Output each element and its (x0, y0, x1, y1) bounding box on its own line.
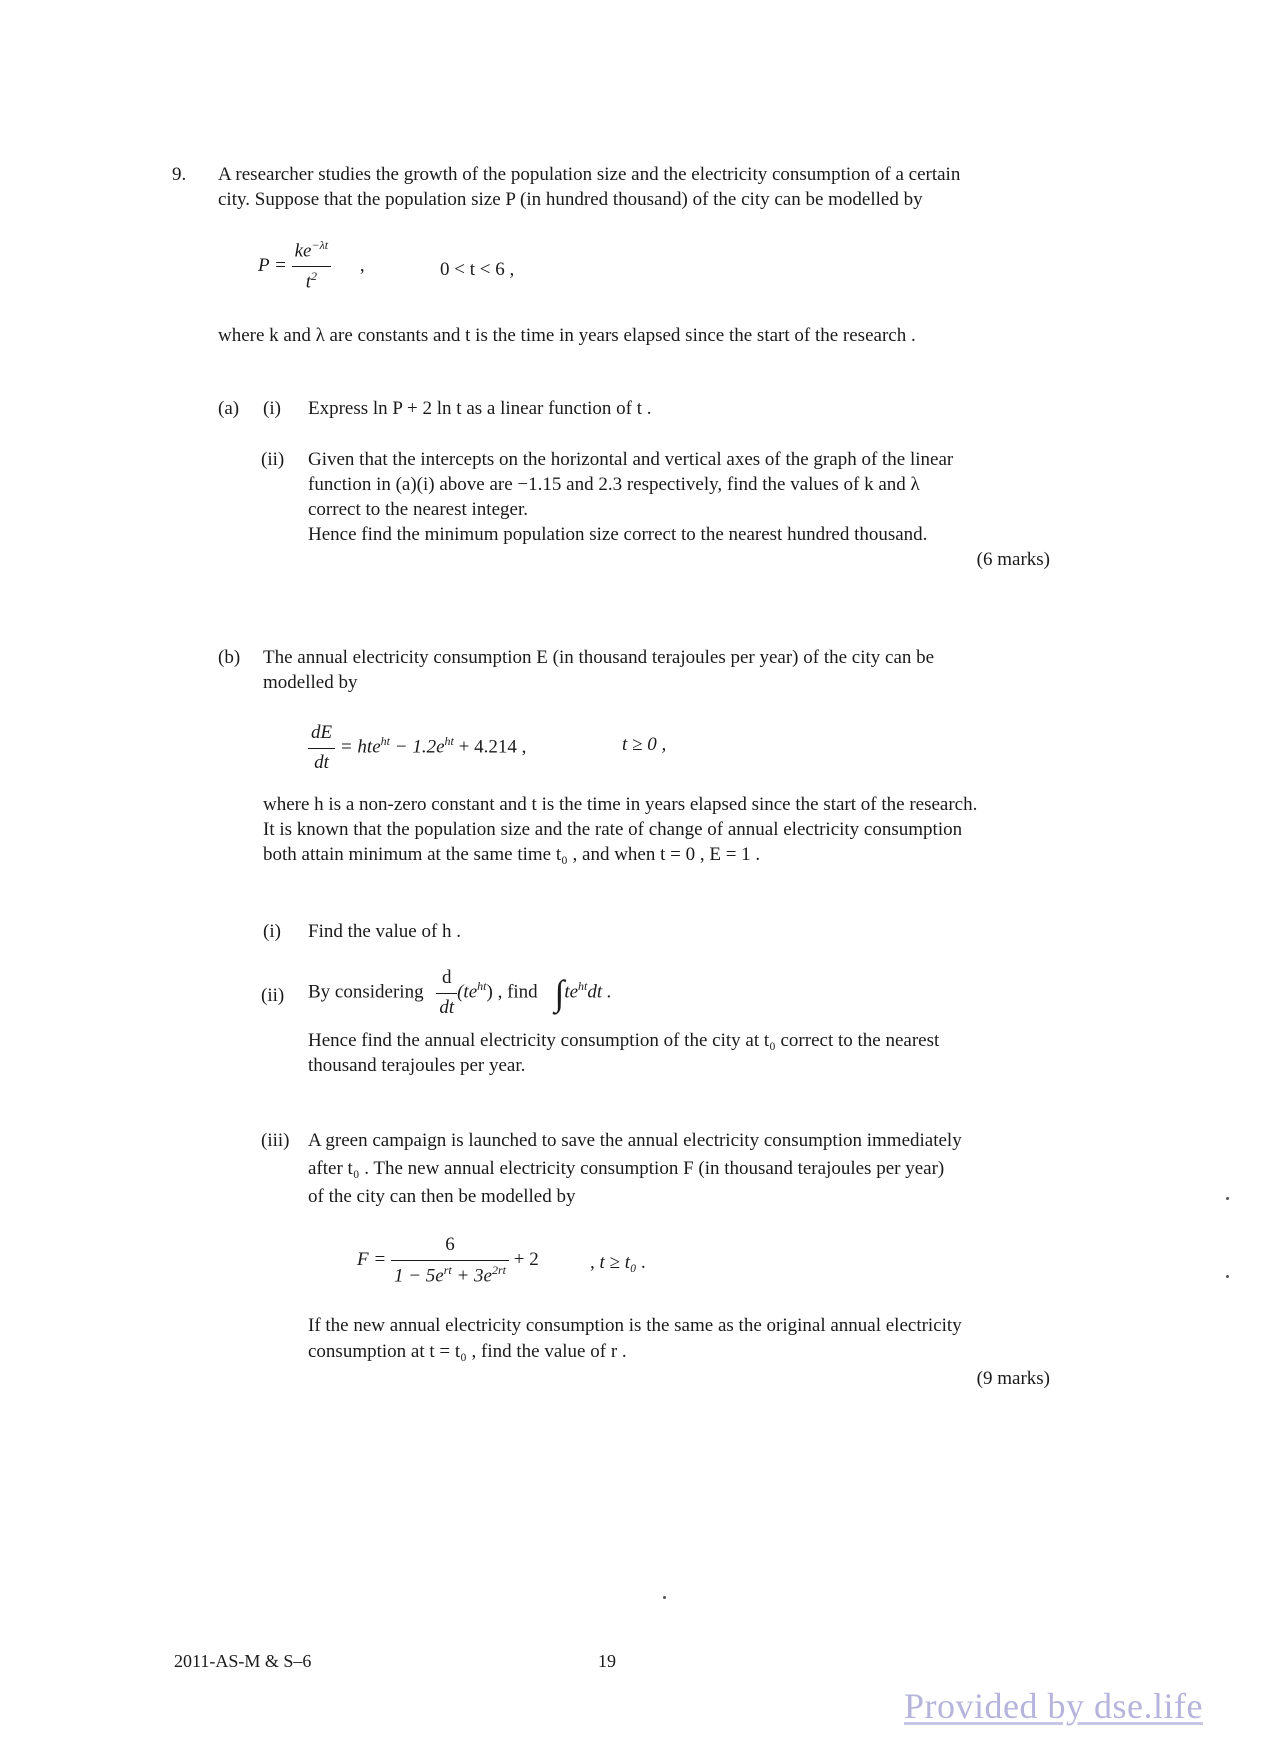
part-b-ii-paren-exp: ht (477, 979, 487, 994)
electricity-model-domain: t ≥ 0 , (622, 734, 667, 755)
part-b-i-text: Find the value of h . (308, 921, 462, 942)
part-b-ii-line-1: Hence find the annual electricity consumption of the city at t₀ correct to the nearest (308, 1030, 940, 1051)
integral-sign: ∫ (554, 972, 565, 1013)
new-consumption-tail: + 2 (513, 1249, 539, 1271)
population-model-fraction (292, 238, 332, 295)
question-number: 9. (172, 164, 187, 185)
new-consumption-den-2: + 3e (451, 1265, 492, 1287)
population-model-numerator-exponent: −λt (311, 238, 329, 252)
part-a-ii-label: (ii) (261, 449, 285, 470)
part-b-intro-line-1: The annual electricity consumption E (in thousand terajoules per year) of the city can be (263, 647, 935, 668)
part-b-label: (b) (218, 647, 241, 668)
part-b-where-line-2: It is known that the population size and the rate of change of annual electricity consumption (263, 819, 963, 840)
part-b-marks: (9 marks) (976, 1368, 1050, 1389)
part-b-iii-line-2: after t₀ . The new annual electricity consumption F (in thousand terajoules per year) (308, 1158, 945, 1179)
population-model-denominator-exponent: 2 (310, 269, 317, 284)
electricity-model-term-3: + 4.214 , (453, 736, 527, 758)
population-model-lhs: P = (258, 254, 287, 276)
part-b-ii-prefix: By considering (308, 981, 424, 1003)
part-b-iii-line-1: A green campaign is launched to save the annual electricity consumption immediately (308, 1130, 962, 1151)
electricity-model-denominator: dt (314, 751, 329, 773)
part-b-ii-paren-close: ) , find (486, 981, 538, 1003)
part-b-ii-d-numerator: d (436, 966, 457, 994)
electricity-model-exp-1: ht (380, 734, 390, 749)
watermark-link[interactable]: Provided by dse.life (904, 1686, 1203, 1726)
new-consumption-den-exp-1: rt (443, 1262, 452, 1277)
part-b-ii-line-2: thousand terajoules per year. (308, 1055, 526, 1076)
part-b-iii-closing-line-2: consumption at t = t₀ , find the value of r . (308, 1341, 627, 1362)
electricity-model-term-1: = hte (339, 736, 381, 758)
part-b-ii-integrand: te (564, 981, 579, 1003)
page-number: 19 (598, 1651, 616, 1671)
electricity-model-exp-2: ht (444, 734, 454, 749)
part-a-ii-line-1: Given that the intercepts on the horizontal and vertical axes of the graph of the linear (308, 449, 954, 470)
part-a-label: (a) (218, 398, 240, 419)
new-consumption-model (357, 1233, 539, 1289)
question-intro-line-1: A researcher studies the growth of the population size and the electricity consumption of a certain (218, 164, 961, 185)
part-a-ii-line-3: correct to the nearest integer. (308, 499, 528, 520)
scan-speck (1226, 1275, 1229, 1278)
new-consumption-fraction (391, 1233, 509, 1289)
part-b-ii-statement (308, 966, 612, 1020)
part-b-ii-derivative-operator (436, 966, 457, 1020)
new-consumption-den-exp-2: 2rt (491, 1262, 506, 1277)
population-model-comma: , (359, 254, 365, 276)
new-consumption-lhs: F = (357, 1249, 387, 1271)
part-a-ii-line-2: function in (a)(i) above are −1.15 and 2.3 respectively, find the values of k and λ (308, 474, 920, 495)
electricity-model-term-2: − 1.2e (390, 736, 445, 758)
population-model-denominator: t (305, 271, 311, 293)
part-b-ii-integrand-exp: ht (578, 979, 588, 994)
new-consumption-den-1: 1 − 5e (393, 1265, 444, 1287)
part-b-ii-integrand-tail: dt . (587, 981, 612, 1003)
electricity-model-numerator: dE (308, 721, 335, 749)
paper-code: 2011-AS-M & S–6 (174, 1651, 312, 1671)
question-intro-line-2: city. Suppose that the population size P (in hundred thousand) of the city can be modelled by (218, 189, 923, 210)
question-where-line: where k and λ are constants and t is the time in years elapsed since the start of the research . (218, 325, 916, 346)
part-b-intro-line-2: modelled by (263, 672, 358, 693)
part-b-where-line-1: where h is a non-zero constant and t is the time in years elapsed since the start of the research. (263, 794, 978, 815)
population-model-domain: 0 < t < 6 , (440, 259, 515, 280)
part-a-i-label: (i) (263, 398, 281, 419)
part-b-iii-closing-line-1: If the new annual electricity consumption is the same as the original annual electricity (308, 1315, 962, 1336)
part-b-i-label: (i) (263, 921, 281, 942)
scan-speck (1226, 1197, 1229, 1200)
part-b-iii-line-3: of the city can then be modelled by (308, 1186, 576, 1207)
new-consumption-numerator: 6 (391, 1233, 509, 1261)
part-b-where-line-3: both attain minimum at the same time t₀ , and when t = 0 , E = 1 . (263, 844, 761, 865)
part-b-ii-label: (ii) (261, 985, 285, 1006)
part-a-i-text: Express ln P + 2 ln t as a linear function of t . (308, 398, 652, 419)
part-b-ii-d-denominator: dt (439, 996, 455, 1018)
new-consumption-domain: , t ≥ t₀ . (590, 1252, 647, 1273)
scan-speck (663, 1596, 666, 1599)
part-a-marks: (6 marks) (976, 549, 1050, 570)
population-model-numerator: ke (294, 240, 312, 262)
part-b-iii-label: (iii) (261, 1130, 290, 1151)
part-a-ii-line-4: Hence find the minimum population size correct to the nearest hundred thousand. (308, 524, 928, 545)
population-model (258, 238, 365, 295)
part-b-ii-paren: (te (457, 981, 478, 1003)
electricity-model (308, 721, 526, 775)
electricity-model-derivative (308, 721, 335, 775)
